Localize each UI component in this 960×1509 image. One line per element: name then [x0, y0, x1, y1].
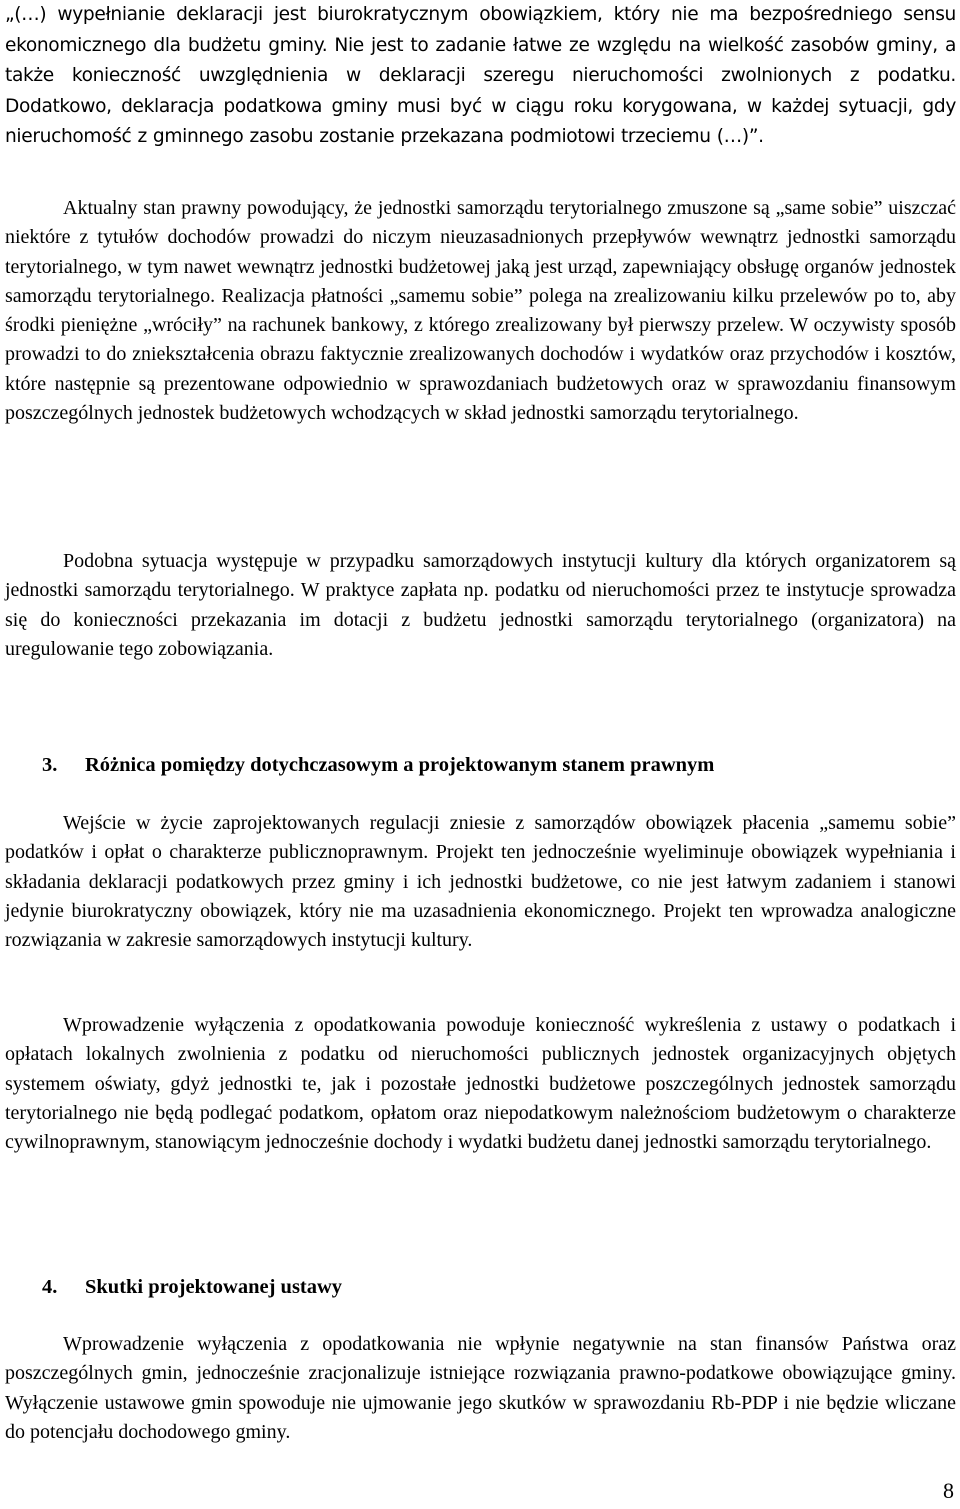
section-4-heading — [42, 1272, 342, 1302]
section-4-number: 4. — [42, 1276, 58, 1298]
section-3-number: 3. — [42, 754, 58, 776]
paragraph-new-regulations: Wejście w życie zaprojektowanych regulacji zniesie z samorządów obowiązek płacenia „samemu sobie” podatków i opłat o charakterze publicznoprawnym. Projekt ten jednocześnie wyeliminuje obowiązek wypełniania i składania deklaracji podatkowych przez gminy i ich jednostki budżetowe, co nie jest łatwym zadaniem i stanowi jedynie biurokratyczny obowiązek, który nie ma uzasadnienia ekonomicznego. Projekt ten wprowadza analogiczne rozwiązania w zakresie samorządowych instytucji kultury. — [5, 812, 956, 952]
document-page — [5, 0, 956, 1443]
quoted-paragraph: „(…) wypełnianie deklaracji jest biurokratycznym obowiązkiem, który nie ma bezpośredniego sensu ekonomicznego dla budżetu gminy. Nie jest to zadanie łatwe ze względu na wielkość zasobów gminy, a także konieczność uwzględnienia w deklaracji szeregu nieruchomości zwolnionych z podatku. Dodatkowo, deklaracja podatkowa gminy musi być w ciągu roku korygowana, w każdej sytuacji, gdy nieruchomość z gminnego zasobu zostanie przekazana podmiotowi trzeciemu (…)”. — [5, 4, 956, 147]
section-3-title: Różnica pomiędzy dotychczasowym a projektowanym stanem prawnym — [85, 754, 715, 776]
paragraph-exclusion: Wprowadzenie wyłączenia z opodatkowania powoduje konieczność wykreślenia z ustawy o podatkach i opłatach lokalnych zwolnienia z podatku od nieruchomości publicznych jednostek organizacyjnych objętych systemem oświaty, gdyż jednostki te, jak i pozostałe jednostki budżetowe poszczególnych jednostek samorządu terytorialnego nie będą podlegać podatkom, opłatom oraz niepodatkowym należnościom budżetowym o charakterze cywilnoprawnym, stanowiącym jednocześnie dochody i wydatki budżetu danej jednostki samorządu terytorialnego. — [5, 1014, 956, 1154]
section-4-title: Skutki projektowanej ustawy — [85, 1276, 343, 1298]
section-3-heading — [42, 750, 714, 780]
paragraph-cultural-institutions: Podobna sytuacja występuje w przypadku samorządowych instytucji kultury dla których organizatorem są jednostki samorządu terytorialnego. W praktyce zapłata np. podatku od nieruchomości przez te instytucje sprowadza się do konieczności przekazania im dotacji z budżetu jednostki samorządu terytorialnego (organizatora) na uregulowanie tego zobowiązania. — [5, 550, 956, 660]
paragraph-effects: Wprowadzenie wyłączenia z opodatkowania nie wpłynie negatywnie na stan finansów Państwa oraz poszczególnych gmin, jednocześnie zracjonalizuje istniejące rozwiązania prawno-podatkowe obowiązujące gminy. Wyłączenie ustawowe gmin spowoduje nie ujmowanie jego skutków w sprawozdaniu Rb-PDP i nie będzie wliczane do potencjału dochodowego gminy. — [5, 1333, 956, 1443]
paragraph-current-legal-state: Aktualny stan prawny powodujący, że jednostki samorządu terytorialnego zmuszone są „same sobie” uiszczać niektóre z tytułów dochodów prowadzi do niczym nieuzasadnionych przepływów wewnątrz jednostki samorządu terytorialnego, w tym nawet wewnątrz jednostki budżetowej jaką jest urząd, zapewniający obsługę organów jednostek samorządu terytorialnego. Realizacja płatności „samemu sobie” polega na zrealizowaniu kilku przelewów po to, aby środki pieniężne „wróciły” na rachunek bankowy, z którego zrealizowany był pierwszy przelew. W oczywisty sposób prowadzi to do zniekształcenia obrazu faktycznie zrealizowanych dochodów i wydatków oraz przychodów i kosztów, które następnie są prezentowane odpowiednio w sprawozdaniach budżetowych oraz w sprawozdaniu finansowym poszczególnych jednostek budżetowych wchodzących w skład jednostki samorządu terytorialnego. — [5, 197, 956, 425]
page-number: 8 — [943, 1478, 954, 1503]
